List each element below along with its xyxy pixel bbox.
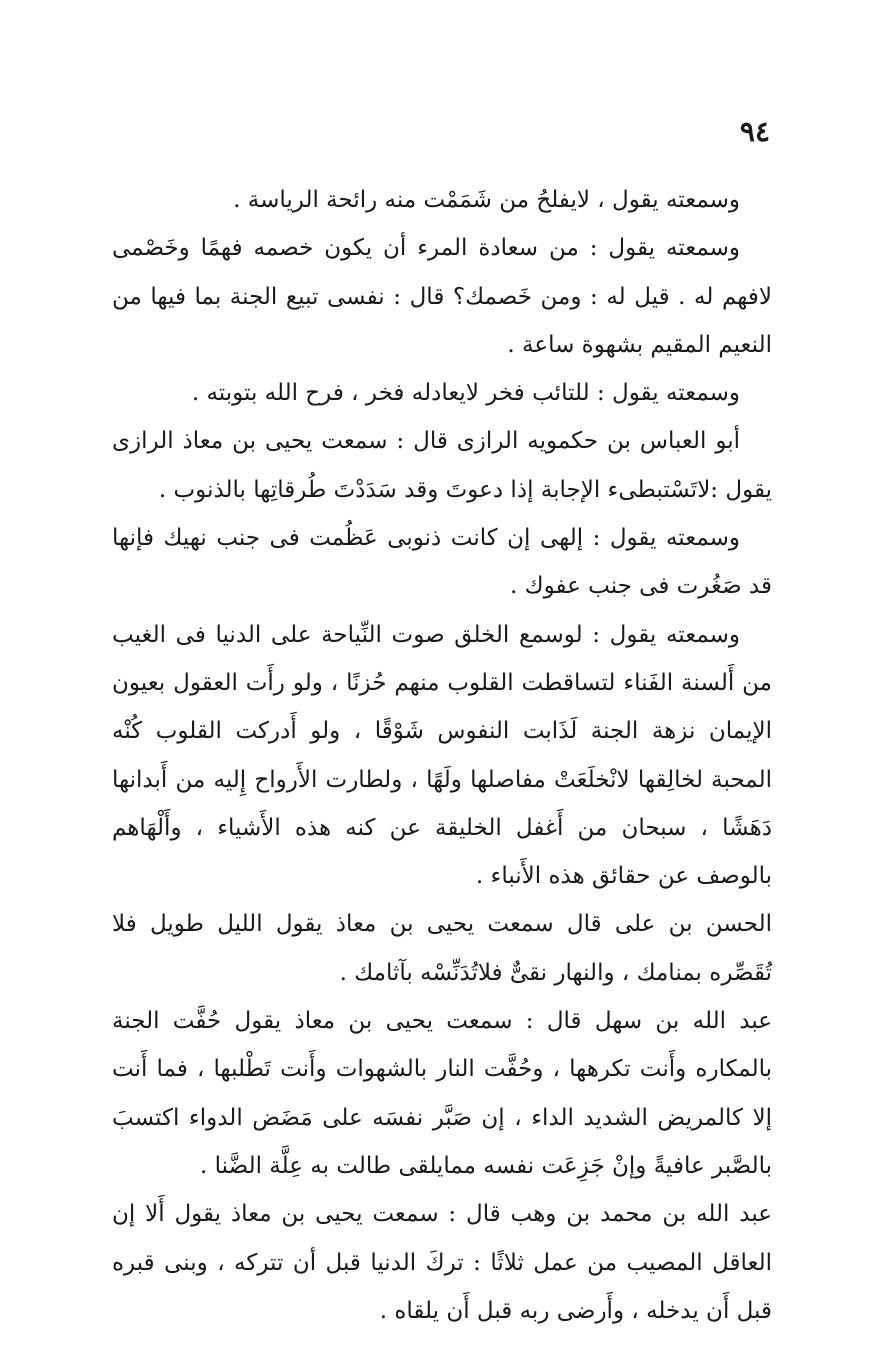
paragraph-8: عبد الله بن سهل قال : سمعت يحيى بن معاذ يقول حُفَّت الجنة بالمكاره وأَنت تكرهها ، وحُفَّت النار بالشهوات وأَنت تَطْلبها ، فما أَنت إلا كالمريض الشديد الداء ، إن صَبَّر نفسَه على مَضَض الدواء اكتسبَ بالصَّبر عافيةً وإنْ جَزِعَت نفسه ممايلقى طالت به عِلَّة الضَّنا . xyxy=(112,1008,772,1179)
paragraph-6: وسمعته يقول : لوسمع الخلق صوت النِّياحة على الدنيا فى الغيب من أَلسنة الفَناء لتساقطت القلوب منهم حُزنًا ، ولو رأَت العقول بعيون الإيمان نزهة الجنة لَذَابت النفوس شَوْقًا ، ولو أَدركت القلوب كُنْه المحبة لخالِقها لانْخلَعَتْ مفاصلها ولَهًا ، ولطارت الأَرواح إِليه من أَبدانها دَهَشًا ، سبحان من أَغفل الخليقة عن كنه هذه الأَشياء ، وأَلْهَاهم بالوصف عن حقائق هذه الأَنباء . xyxy=(112,621,772,890)
paragraph-1: وسمعته يقول ، لايفلحُ من شَمَمْت منه رائحة الرياسة . xyxy=(233,187,740,213)
main-text xyxy=(112,176,772,1335)
page-number: ٩٤ xyxy=(739,115,770,148)
paragraph-5: وسمعته يقول : إلهى إن كانت ذنوبى عَظُمت فى جنب نهيك فإنها قد صَغُرت فى جنب عفوك . xyxy=(112,525,772,600)
paragraph-4: أبو العباس بن حكمويه الرازى قال : سمعت يحيى بن معاذ الرازى يقول :لاتَسْتبطىء الإجابة إذا دعوتَ وقد سَدَدْتَ طُرقاتِها بالذنوب . xyxy=(112,428,772,503)
paragraph-3: وسمعته يقول : للتائب فخر لايعادله فخر ، فرح الله بتوبته . xyxy=(191,380,740,407)
paragraph-9: عبد الله بن محمد بن وهب قال : سمعت يحيى بن معاذ يقول أَلا إن العاقل المصيب من عمل ثلاثًا : تركَ الدنيا قبل أن تتركه ، وبنى قبره قبل أَن يدخله ، وأَرضى ربه قبل أَن يلقاه . xyxy=(112,1201,772,1324)
paragraph-7: الحسن بن على قال سمعت يحيى بن معاذ يقول الليل طويل فلا تُقَصِّره بمنامك ، والنهار نقىٌّ فلاتُدَنِّسْه بآثامك . xyxy=(112,911,772,986)
paragraph-2: وسمعته يقول : من سعادة المرء أن يكون خصمه فهمًا وخَصْمى لافهم له . قيل له : ومن خَصمك؟ قال : نفسى تبيع الجنة بما فيها من النعيم المقيم بشهوة ساعة . xyxy=(112,235,772,358)
